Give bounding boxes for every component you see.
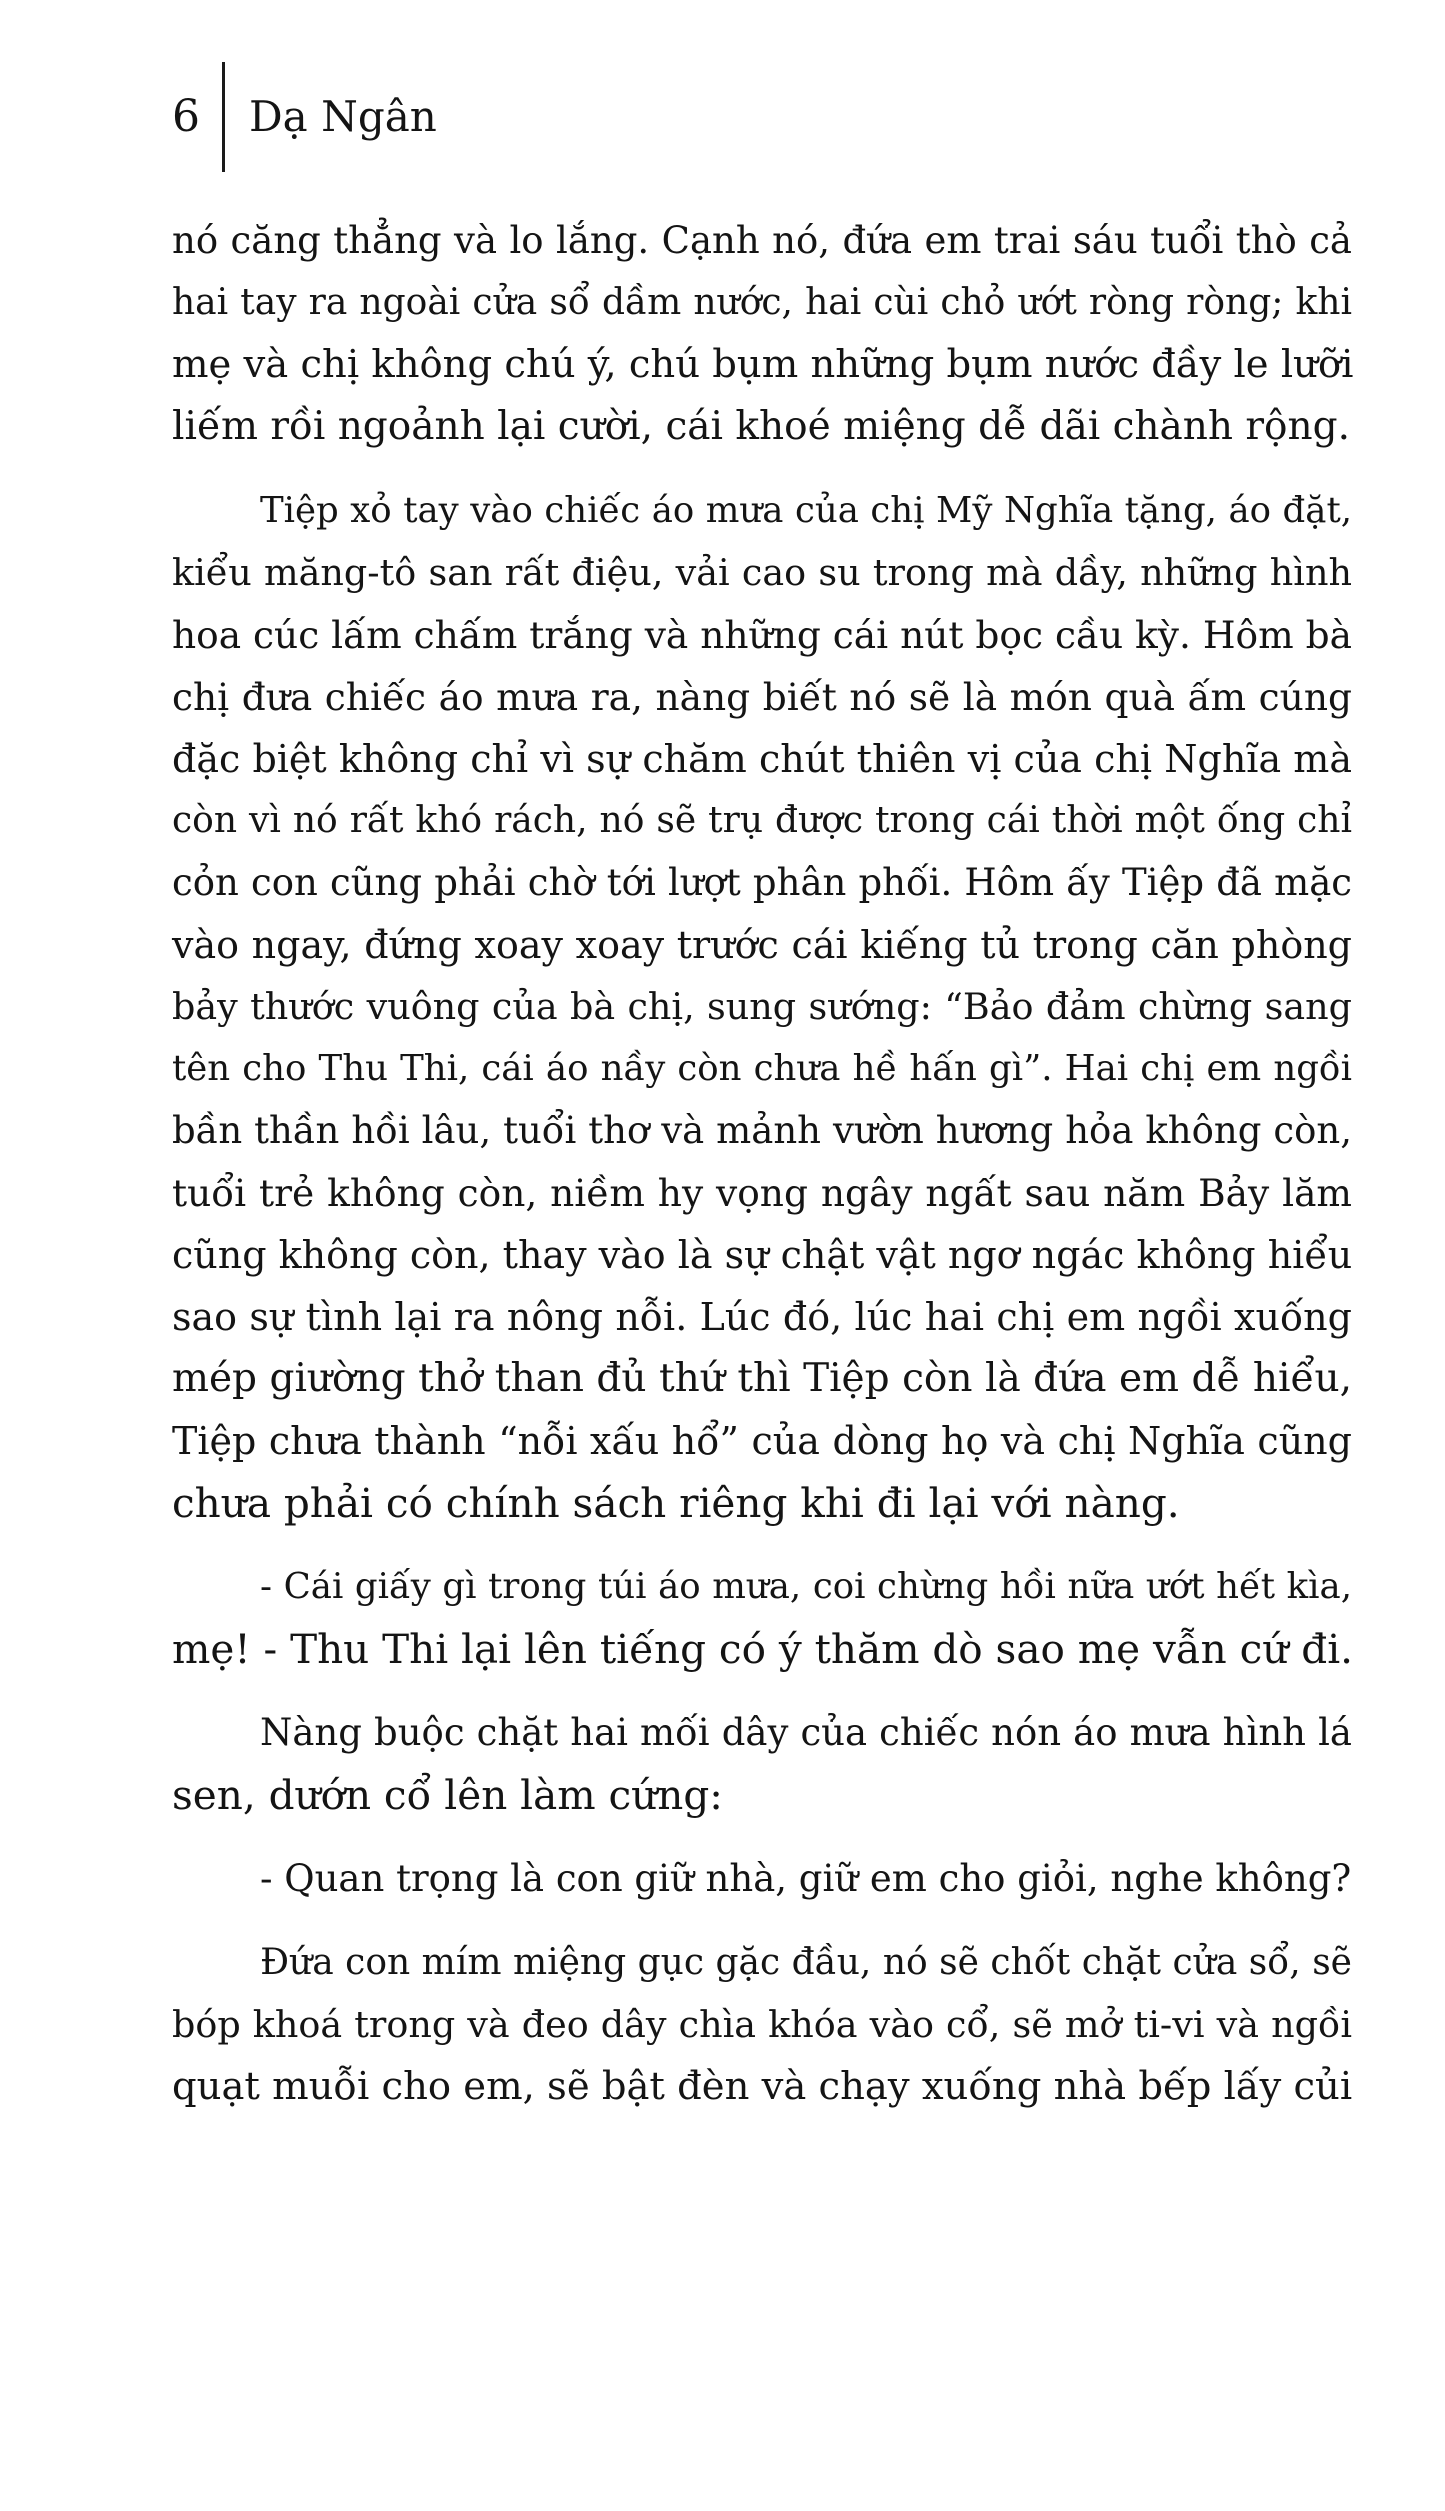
- paragraph: [172, 1848, 1352, 1910]
- text-line: tuổi trẻ không còn, niềm hy vọng ngây ngất sau năm Bảy lăm: [172, 1171, 1352, 1215]
- text-line: bảy thước vuông của bà chị, sung sướng: “Bảo đảm chừng sang: [172, 985, 1352, 1028]
- text-line: Nàng buộc chặt hai mối dây của chiếc nón áo mưa hình lá: [260, 1711, 1352, 1754]
- text-line: hai tay ra ngoài cửa sổ dầm nước, hai cùi chỏ ướt ròng ròng; khi: [172, 282, 1352, 323]
- text-line: chị đưa chiếc áo mưa ra, nàng biết nó sẽ là món quà ấm cúng: [172, 675, 1352, 719]
- text-line: vào ngay, đứng xoay xoay trước cái kiếng tủ trong căn phòng: [172, 923, 1352, 967]
- text-line: Đứa con mím miệng gục gặc đầu, nó sẽ chốt chặt cửa sổ, sẽ: [260, 1942, 1352, 1983]
- text-line: sen, dướn cổ lên làm cứng:: [172, 1771, 723, 1819]
- text-line: bóp khoá trong và đeo dây chìa khóa vào cổ, sẽ mở ti-vi và ngồi: [172, 2003, 1352, 2046]
- paragraph: [172, 1556, 1352, 1680]
- paragraph: [172, 1702, 1352, 1826]
- text-line: nó căng thẳng và lo lắng. Cạnh nó, đứa em trai sáu tuổi thò cả: [172, 219, 1352, 262]
- text-line: kiểu măng-tô san rất điệu, vải cao su trong mà dầy, những hình: [172, 551, 1352, 594]
- paragraph: [172, 1932, 1352, 2118]
- text-line: mép giường thở than đủ thứ thì Tiệp còn là đứa em dễ hiểu,: [172, 1356, 1352, 1401]
- text-line: cỏn con cũng phải chờ tới lượt phân phối. Hôm ấy Tiệp đã mặc: [172, 861, 1352, 904]
- text-line: hoa cúc lấm chấm trắng và những cái nút bọc cầu kỳ. Hôm bà: [172, 613, 1352, 657]
- text-line: bần thần hồi lâu, tuổi thơ và mảnh vườn hương hỏa không còn,: [172, 1109, 1352, 1152]
- text-line: sao sự tình lại ra nông nỗi. Lúc đó, lúc hai chị em ngồi xuống: [172, 1295, 1352, 1339]
- text-line: Tiệp chưa thành “nỗi xấu hổ” của dòng họ và chị Nghĩa cũng: [172, 1419, 1352, 1463]
- text-line: mẹ! - Thu Thi lại lên tiếng có ý thăm dò sao mẹ vẫn cứ đi.: [172, 1625, 1354, 1673]
- paragraph: [172, 210, 1352, 458]
- body-text: [172, 210, 1352, 2118]
- text-line: Tiệp xỏ tay vào chiếc áo mưa của chị Mỹ Nghĩa tặng, áo đặt,: [260, 490, 1352, 531]
- text-line: quạt muỗi cho em, sẽ bật đèn và chạy xuống nhà bếp lấy củi: [172, 2064, 1353, 2109]
- text-line: cũng không còn, thay vào là sự chật vật ngơ ngác không hiểu: [172, 1233, 1353, 1277]
- running-head: [172, 62, 437, 172]
- running-title: Dạ Ngân: [249, 92, 437, 141]
- text-line: mẹ và chị không chú ý, chú bụm những bụm nước đầy le lưỡi: [172, 342, 1354, 387]
- text-line: - Cái giấy gì trong túi áo mưa, coi chừng hồi nữa ướt hết kìa,: [260, 1566, 1352, 1607]
- text-line: liếm rồi ngoảnh lại cười, cái khoé miệng dễ dãi chành rộng.: [172, 404, 1351, 449]
- text-line: - Quan trọng là con giữ nhà, giữ em cho giỏi, nghe không?: [260, 1857, 1352, 1900]
- paragraph: [172, 480, 1352, 1534]
- page-number: 6: [172, 91, 200, 142]
- text-line: còn vì nó rất khó rách, nó sẽ trụ được trong cái thời một ống chỉ: [172, 800, 1352, 841]
- text-line: chưa phải có chính sách riêng khi đi lại với nàng.: [172, 1479, 1180, 1527]
- text-line: tên cho Thu Thi, cái áo nầy còn chưa hề hấn gì”. Hai chị em ngồi: [172, 1048, 1352, 1089]
- text-line: đặc biệt không chỉ vì sự chăm chút thiên vị của chị Nghĩa mà: [172, 737, 1352, 781]
